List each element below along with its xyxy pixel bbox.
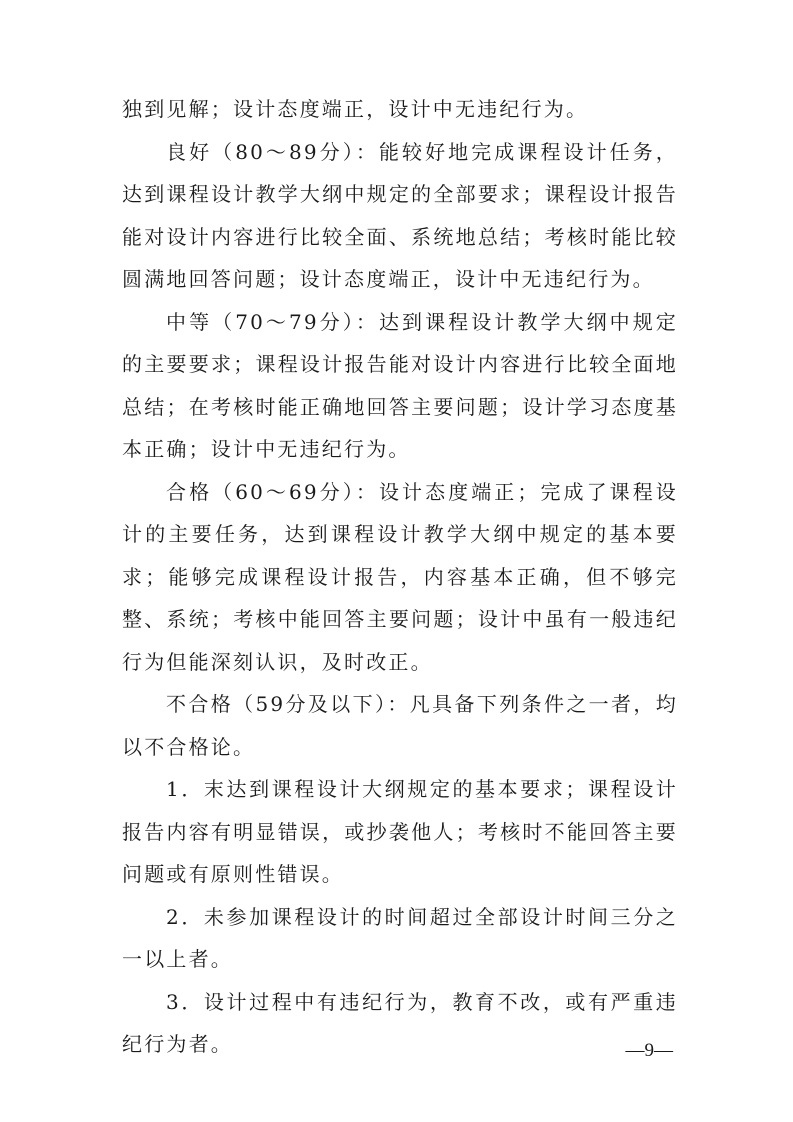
fail-condition-3: 3．设计过程中有违纪行为，教育不改，或有严重违纪行为者。 [122,989,678,1056]
fail-condition-1: 1．末达到课程设计大纲规定的基本要求；课程设计报告内容有明显错误，或抄袭他人；考核时不能回答主要问题或有原则性错误。 [122,777,678,886]
page-number: —9— [625,1040,673,1061]
document-body [122,88,678,1066]
paragraph-grade-good: 良好（80～89分）：能较好地完成课程设计任务，达到课程设计教学大纲中规定的全部要求；课程设计报告能对设计内容进行比较全面、系统地总结；考核时能比较圆满地回答问题；设计态度端正，设计中无违纪行为。 [122,139,678,291]
fail-condition-2: 2．未参加课程设计的时间超过全部设计时间三分之一以上者。 [122,904,678,971]
paragraph-grade-pass: 合格（60～69分）：设计态度端正；完成了课程设计的主要任务，达到课程设计教学大纲中规定的基本要求；能够完成课程设计报告，内容基本正确，但不够完整、系统；考核中能回答主要问题；设计中虽有一般违纪行为但能深刻认识，及时改正。 [122,479,678,674]
paragraph-grade-medium: 中等（70～79分）：达到课程设计教学大纲中规定的主要要求；课程设计报告能对设计内容进行比较全面地总结；在考核时能正确地回答主要问题；设计学习态度基本正确；设计中无违纪行为。 [122,309,678,461]
paragraph-grade-fail: 不合格（59分及以下）：凡具备下列条件之一者，均以不合格论。 [122,692,678,759]
paragraph-continuation: 独到见解；设计态度端正，设计中无违纪行为。 [122,97,589,121]
